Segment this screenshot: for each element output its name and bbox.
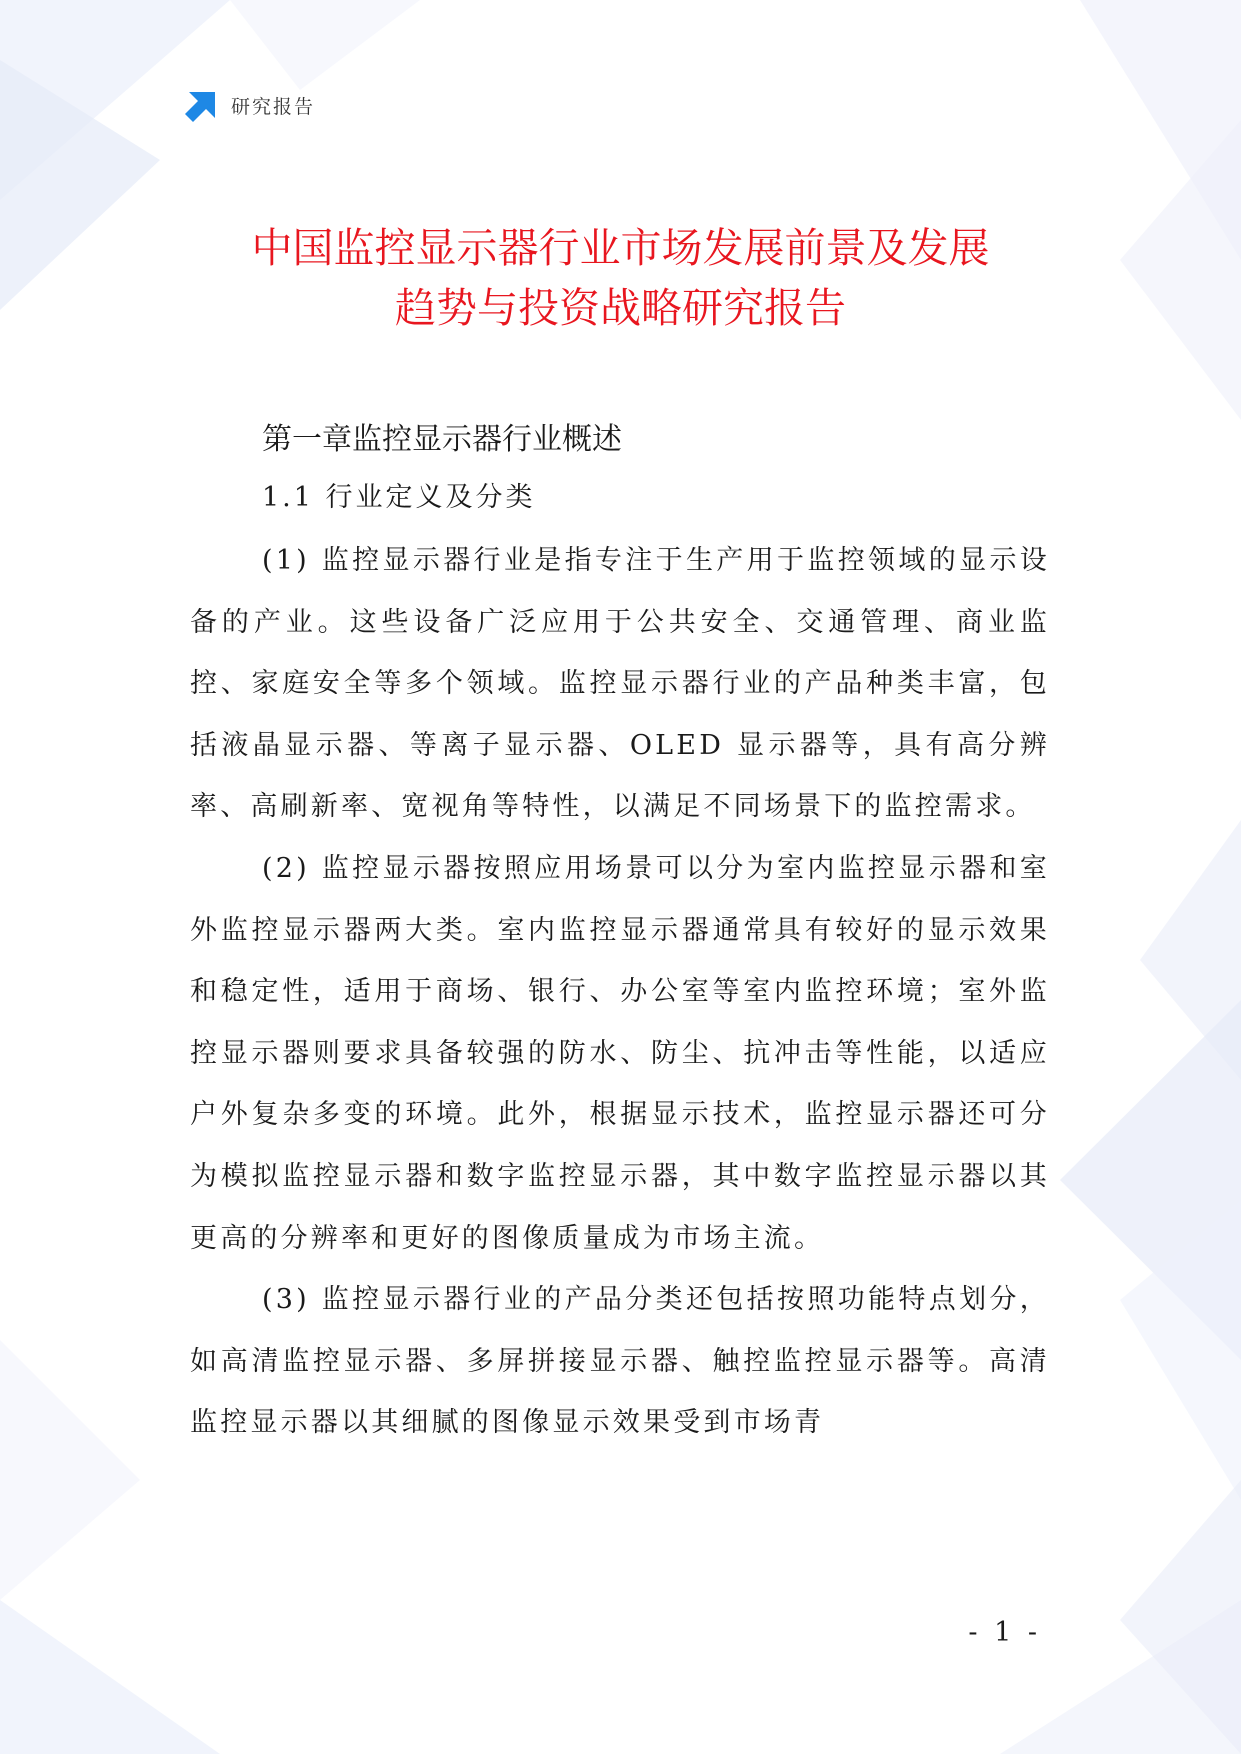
title-line-1: 中国监控显示器行业市场发展前景及发展 <box>251 224 990 272</box>
paragraph-1: (1) 监控显示器行业是指专注于生产用于监控领域的显示设备的产业。这些设备广泛应用于公共安全、交通管理、商业监控、家庭安全等多个领域。监控显示器行业的产品种类丰富，包括液晶显示器、等离子显示器、OLED 显示器等，具有高分辨率、高刷新率、宽视角等特性，以满足不同场景下的监控需求。 <box>190 545 1050 823</box>
paragraph-2: (2) 监控显示器按照应用场景可以分为室内监控显示器和室外监控显示器两大类。室内监控显示器通常具有较好的显示效果和稳定性，适用于商场、银行、办公室等室内监控环境；室外监控显示器则要求具备较强的防水、防尘、抗冲击等性能，以适应户外复杂多变的环境。此外，根据显示技术，监控显示器还可分为模拟监控显示器和数字监控显示器，其中数字监控显示器以其更高的分辨率和更好的图像质量成为市场主流。 <box>190 852 1050 1254</box>
section-heading: 1.1 行业定义及分类 <box>262 482 536 513</box>
arrow-up-right-icon <box>185 88 219 122</box>
header-label: 研究报告 <box>231 95 316 118</box>
title-line-2: 趋势与投资战略研究报告 <box>395 284 846 332</box>
chapter-heading: 第一章监控显示器行业概述 <box>262 422 622 457</box>
paragraph-3: (3) 监控显示器行业的产品分类还包括按照功能特点划分，如高清监控显示器、多屏拼接显示器、触控监控显示器等。高清监控显示器以其细腻的图像显示效果受到市场青 <box>190 1284 1050 1439</box>
document-title <box>150 218 1091 338</box>
page-number: - 1 - <box>968 1617 1041 1648</box>
document-body <box>190 420 1050 1454</box>
report-header <box>185 88 315 122</box>
